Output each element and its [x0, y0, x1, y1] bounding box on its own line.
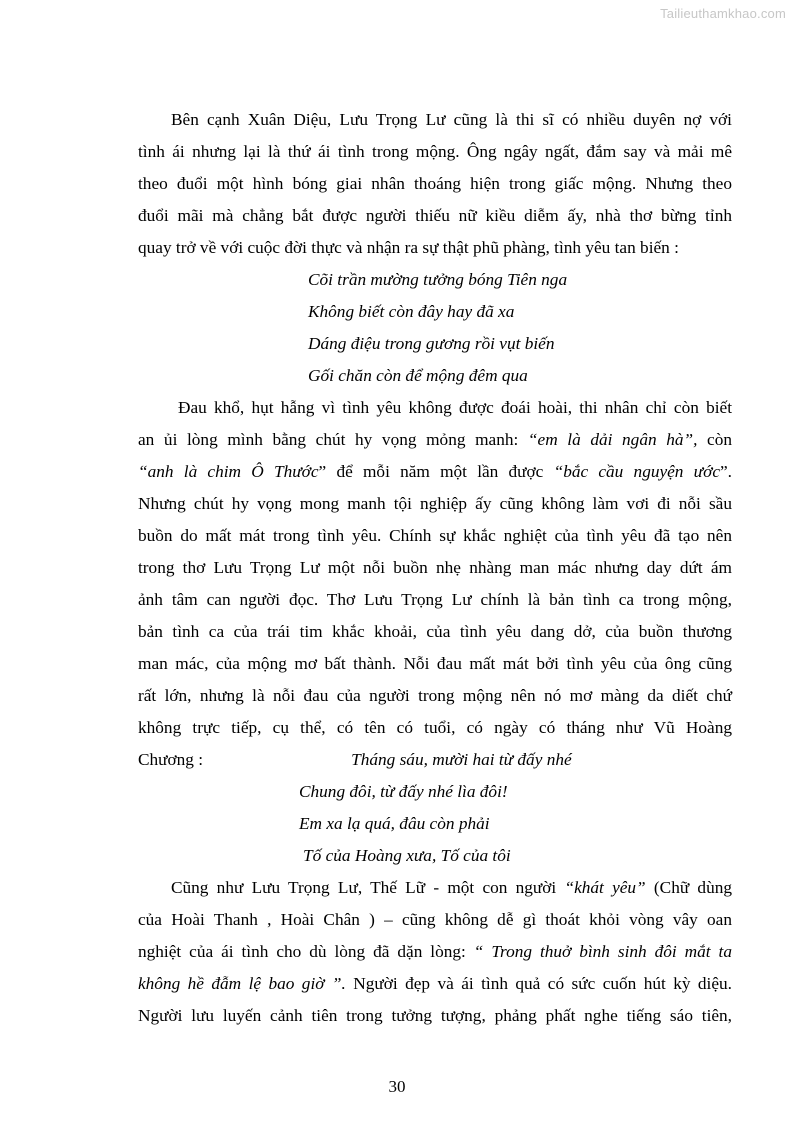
poem-line: Chung đôi, từ đấy nhé lìa đôi!	[299, 782, 508, 801]
paragraph-line: rất lớn, nhưng là nỗi đau của người trong mộng nên nó mơ màng da diết chứ	[138, 686, 732, 705]
quote-run: “anh là chim Ô Thước	[138, 462, 319, 481]
paragraph-line	[138, 968, 732, 1000]
text-run: ” để mỗi năm một lần được	[318, 462, 554, 481]
paragraph-line: Nhưng chút hy vọng mong manh tội nghiệp ấy cũng không làm vơi đi nỗi sầu	[138, 494, 732, 513]
paragraph-line: ảnh tâm can người đọc. Thơ Lưu Trọng Lư chính là bản tình ca trong mộng,	[138, 590, 732, 609]
paragraph-line: buồn do mất mát trong tình yêu. Chính sự khắc nghiệt của tình yêu đã tạo nên	[138, 526, 732, 545]
paragraph-line: man mác, của mộng mơ bất thành. Nỗi đau mất mát bởi tình yêu của ông cũng	[138, 654, 732, 673]
quote-run: không hề đẫm lệ bao giờ ”.	[138, 974, 346, 993]
paragraph-line: theo đuổi một hình bóng giai nhân thoáng hiện trong giấc mộng. Nhưng theo	[138, 174, 732, 193]
text-run: ”.	[720, 462, 732, 481]
paragraph-line: của Hoài Thanh , Hoài Chân ) – cũng không dễ gì thoát khỏi vòng vây oan	[138, 910, 732, 929]
paragraph-line: quay trở về với cuộc đời thực và nhận ra sự thật phũ phàng, tình yêu tan biến :	[138, 238, 679, 257]
poem-line: Tháng sáu, mười hai từ đấy nhé	[351, 750, 572, 769]
paragraph-line	[138, 936, 732, 968]
paragraph-line: Đau khổ, hụt hẫng vì tình yêu không được đoái hoài, thi nhân chỉ còn biết	[178, 398, 732, 417]
paragraph-line: tình ái nhưng lại là thứ ái tình trong mộng. Ông ngây ngất, đắm say và mải mê	[138, 142, 732, 161]
poem-line: Cõi trần mường tưởng bóng Tiên nga	[308, 270, 568, 289]
text-run: Cũng như Lưu Trọng Lư, Thế Lữ - một con người	[171, 878, 565, 897]
text-run: Chương :	[138, 750, 204, 769]
text-run: an ủi lòng mình bằng chút hy vọng mỏng manh:	[138, 430, 528, 449]
watermark: Tailieuthamkhao.com	[660, 6, 786, 21]
text-run: (Chữ dùng	[645, 878, 732, 897]
paragraph-line: Bên cạnh Xuân Diệu, Lưu Trọng Lư cũng là thi sĩ có nhiều duyên nợ với	[171, 110, 732, 129]
paragraph-line: trong thơ Lưu Trọng Lư một nỗi buồn nhẹ nhàng man mác nhưng day dứt ám	[138, 558, 732, 577]
paragraph-line: bản tình ca của trái tim khắc khoải, của tình yêu dang dở, của buồn thương	[138, 622, 732, 641]
poem-line: Tố của Hoàng xưa, Tố của tôi	[303, 846, 511, 865]
paragraph-line	[138, 872, 732, 904]
quote-run: “khát yêu”	[564, 878, 646, 897]
paragraph-line: đuổi mãi mà chẳng bắt được người thiếu nữ kiều diễm ấy, nhà thơ bừng tỉnh	[138, 206, 732, 225]
text-run: nghiệt của ái tình cho dù lòng đã dặn lòng:	[138, 942, 474, 961]
paragraph-line: Người lưu luyến cảnh tiên trong tưởng tượng, phảng phất nghe tiếng sáo tiên,	[138, 1006, 732, 1025]
paragraph-line	[138, 744, 732, 776]
quote-run: “bắc cầu nguyện ước	[553, 462, 720, 481]
quote-run: “em là dải ngân hà”,	[527, 430, 698, 449]
poem-line: Gối chăn còn để mộng đêm qua	[308, 366, 528, 385]
paragraph-line: không trực tiếp, cụ thể, có tên có tuổi, có ngày có tháng như Vũ Hoàng	[138, 718, 732, 737]
document-body	[138, 104, 732, 1032]
poem-line: Không biết còn đây hay đã xa	[308, 302, 515, 321]
text-run: Người đẹp và ái tình quả có sức cuốn hút kỳ diệu.	[345, 974, 732, 993]
poem-line: Em xa lạ quá, đâu còn phải	[299, 814, 490, 833]
quote-run: “ Trong thuở bình sinh đôi mắt ta	[473, 942, 732, 961]
text-run: còn	[697, 430, 733, 449]
paragraph-line	[138, 424, 732, 456]
poem-line: Dáng điệu trong gương rồi vụt biến	[308, 334, 555, 353]
page-number: 30	[388, 1077, 406, 1096]
paragraph-line	[138, 456, 732, 488]
